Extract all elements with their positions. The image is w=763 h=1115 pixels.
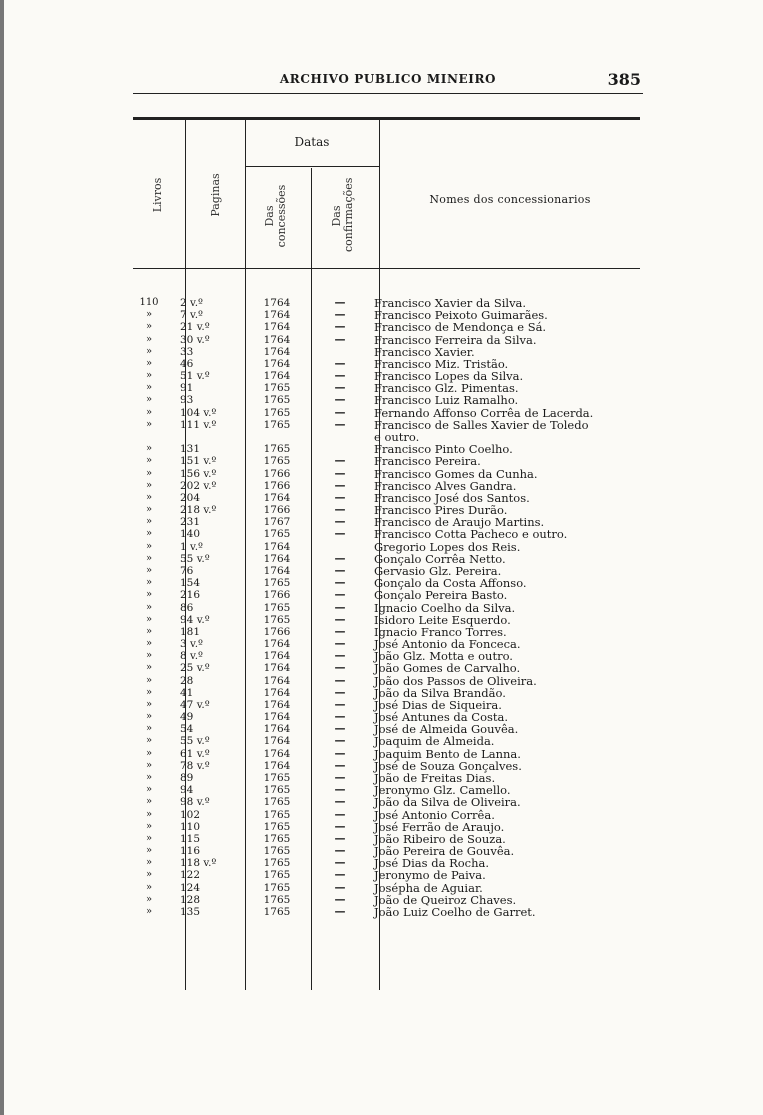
cell-nome: Gonçalo Pereira Basto. — [374, 588, 508, 603]
cell-livro: » — [145, 491, 153, 503]
cell-confirmacao: — — [334, 320, 346, 334]
header-nomes: Nomes dos concessionarios — [429, 193, 591, 206]
cell-livro: » — [145, 698, 153, 710]
cell-nome: João da Silva de Oliveira. — [374, 795, 521, 810]
cell-concessao: 1764 — [263, 711, 291, 724]
cell-livro: » — [145, 906, 153, 917]
cell-nome: José de Almeida Gouvêa. — [374, 722, 519, 737]
cell-livro: » — [145, 772, 153, 784]
cell-concessao: 1765 — [263, 869, 291, 882]
cell-concessao: 1765 — [263, 418, 291, 431]
cell-livro: » — [145, 747, 153, 759]
table-row — [0, 796, 763, 808]
cell-nome: José Dias da Rocha. — [374, 856, 490, 871]
cell-confirmacao: — — [334, 332, 346, 346]
cell-pagina: 231 — [180, 516, 201, 529]
table-row — [0, 675, 763, 687]
cell-confirmacao: — — [334, 880, 346, 894]
cell-nome: João Glz. Motta e outro. — [374, 649, 513, 664]
cell-livro: » — [145, 601, 153, 613]
cell-confirmacao: — — [334, 685, 346, 699]
cell-concessao: 1766 — [263, 479, 291, 492]
cell-nome: Francisco de Araujo Martins. — [374, 515, 545, 530]
cell-livro: » — [145, 625, 153, 637]
header-confirmacoes-line1: Das — [330, 205, 343, 227]
cell-livro: » — [145, 796, 153, 808]
cell-confirmacao: — — [334, 892, 346, 906]
cell-nome: João de Queiroz Chaves. — [374, 892, 517, 907]
cell-confirmacao: — — [334, 308, 346, 322]
cell-pagina: 89 — [180, 772, 194, 785]
cell-confirmacao: — — [334, 758, 346, 772]
cell-confirmacao: — — [334, 393, 346, 407]
cell-livro: » — [145, 333, 153, 345]
table-top-rule — [133, 117, 640, 120]
page-header-title: ARCHIVO PUBLICO MINEIRO — [279, 72, 497, 86]
cell-livro: » — [145, 869, 153, 881]
table-row — [0, 541, 763, 553]
cell-confirmacao: — — [334, 746, 346, 760]
cell-livro: » — [145, 577, 153, 589]
cell-concessao: 1764 — [263, 309, 291, 322]
cell-nome: José Ferrão de Araujo. — [374, 819, 505, 834]
cell-confirmacao: — — [334, 454, 346, 468]
cell-nome: Francisco Cotta Pacheco e outro. — [374, 527, 568, 542]
cell-livro: » — [145, 589, 153, 601]
cell-livro: » — [145, 638, 153, 650]
cell-livro: » — [145, 881, 153, 893]
cell-nome: Francisco Gomes da Cunha. — [374, 466, 538, 481]
cell-nome: José de Souza Gonçalves. — [374, 758, 522, 773]
table-row — [0, 455, 763, 467]
cell-concessao: 1765 — [263, 443, 291, 456]
cell-concessao: 1764 — [263, 723, 291, 736]
cell-concessao: 1765 — [263, 845, 291, 858]
cell-concessao: 1767 — [263, 516, 291, 529]
cell-nome: Francisco Alves Gandra. — [374, 478, 517, 493]
cell-confirmacao: — — [334, 296, 346, 309]
cell-livro: » — [145, 808, 153, 820]
header-concessoes — [264, 180, 292, 252]
cell-livro: » — [145, 711, 153, 723]
cell-pagina: 61 v.º — [180, 747, 210, 760]
cell-livro: » — [145, 650, 153, 662]
cell-livro: » — [145, 345, 153, 357]
cell-confirmacao: — — [334, 478, 346, 492]
cell-nome: Jeronymo Glz. Camello. — [374, 783, 511, 798]
header-paginas-label: Paginas — [209, 173, 222, 217]
cell-nome: Francisco de Salles Xavier de Toledo — [374, 417, 589, 432]
cell-nome: e outro. — [374, 429, 420, 444]
cell-concessao: 1765 — [263, 893, 291, 906]
cell-pagina: 1 v.º — [180, 540, 203, 553]
cell-pagina: 30 v.º — [180, 333, 210, 346]
cell-nome: José Antonio da Fonceca. — [374, 637, 521, 652]
cell-confirmacao: — — [334, 624, 346, 638]
table-row — [0, 735, 763, 747]
cell-confirmacao: — — [334, 771, 346, 785]
cell-pagina: 76 — [180, 564, 194, 577]
cell-confirmacao: — — [334, 417, 346, 431]
cell-nome: Francisco Pereira. — [374, 454, 481, 469]
cell-concessao: 1764 — [263, 321, 291, 334]
cell-confirmacao: — — [334, 844, 346, 858]
table-row — [0, 394, 763, 406]
cell-livro: » — [145, 357, 153, 369]
cell-concessao: 1765 — [263, 613, 291, 626]
cell-concessao: 1764 — [263, 491, 291, 504]
header-concessoes-line1: Das — [263, 205, 276, 227]
cell-pagina: 78 v.º — [180, 759, 210, 772]
cell-concessao: 1765 — [263, 528, 291, 541]
table-row — [0, 662, 763, 674]
cell-pagina: 218 v.º — [180, 504, 217, 517]
cell-livro: » — [145, 516, 153, 528]
cell-concessao: 1764 — [263, 357, 291, 370]
cell-concessao: 1765 — [263, 808, 291, 821]
cell-nome: João Gomes de Carvalho. — [374, 661, 521, 676]
table-row — [0, 407, 763, 419]
table-row — [0, 468, 763, 480]
cell-livro: » — [145, 321, 153, 333]
cell-concessao: 1765 — [263, 784, 291, 797]
cell-confirmacao: — — [334, 490, 346, 504]
cell-pagina: 122 — [180, 869, 201, 882]
cell-confirmacao: — — [334, 369, 346, 383]
cell-livro: » — [145, 382, 153, 394]
cell-concessao: 1765 — [263, 881, 291, 894]
cell-concessao: 1765 — [263, 406, 291, 419]
cell-concessao: 1765 — [263, 832, 291, 845]
cell-concessao: 1764 — [263, 650, 291, 663]
cell-livro: » — [145, 309, 153, 321]
cell-pagina: 104 v.º — [180, 406, 217, 419]
cell-concessao: 1765 — [263, 796, 291, 809]
cell-concessao: 1765 — [263, 820, 291, 833]
cell-nome: Joaquim de Almeida. — [374, 734, 495, 749]
cell-confirmacao: — — [334, 905, 346, 918]
cell-nome: Francisco José dos Santos. — [374, 490, 530, 505]
cell-livro: » — [145, 759, 153, 771]
cell-confirmacao: — — [334, 527, 346, 541]
cell-concessao: 1766 — [263, 625, 291, 638]
cell-concessao: 1764 — [263, 564, 291, 577]
cell-nome: João Ribeiro de Souza. — [374, 831, 506, 846]
cell-confirmacao: — — [334, 783, 346, 797]
header-datas: Datas — [294, 135, 330, 149]
cell-pagina: 51 v.º — [180, 370, 210, 383]
cell-concessao: 1764 — [263, 345, 291, 358]
cell-nome: Francisco Miz. Tristão. — [374, 356, 509, 371]
cell-nome: Francisco Luiz Ramalho. — [374, 393, 519, 408]
cell-confirmacao: — — [334, 551, 346, 565]
cell-livro: » — [145, 418, 153, 430]
cell-livro: » — [145, 845, 153, 857]
cell-livro: 110 — [139, 297, 159, 308]
cell-concessao: 1766 — [263, 467, 291, 480]
cell-nome: Ignacio Franco Torres. — [374, 624, 507, 639]
cell-pagina: 115 — [180, 832, 201, 845]
cell-pagina: 46 — [180, 357, 194, 370]
cell-pagina: 151 v.º — [180, 455, 217, 468]
cell-confirmacao: — — [334, 734, 346, 748]
cell-confirmacao: — — [334, 868, 346, 882]
cell-livro: » — [145, 857, 153, 869]
cell-concessao: 1764 — [263, 297, 291, 309]
header-livros-label: Livros — [151, 177, 164, 213]
cell-nome: João da Silva Brandão. — [374, 685, 506, 700]
cell-pagina: 128 — [180, 893, 201, 906]
cell-pagina: 91 — [180, 382, 194, 395]
cell-concessao: 1765 — [263, 772, 291, 785]
cell-pagina: 86 — [180, 601, 194, 614]
cell-livro: » — [145, 893, 153, 905]
cell-livro: » — [145, 504, 153, 516]
cell-confirmacao: — — [334, 588, 346, 602]
cell-pagina: 98 v.º — [180, 796, 210, 809]
cell-concessao: 1764 — [263, 735, 291, 748]
header-rule — [133, 93, 643, 94]
cell-pagina: 21 v.º — [180, 321, 210, 334]
cell-pagina: 8 v.º — [180, 650, 203, 663]
cell-livro: » — [145, 735, 153, 747]
cell-nome: Francisco Pinto Coelho. — [374, 442, 513, 457]
cell-nome: Gonçalo da Costa Affonso. — [374, 576, 527, 591]
cell-pagina: 94 v.º — [180, 613, 210, 626]
header-confirmacoes — [330, 177, 359, 252]
cell-pagina: 111 v.º — [180, 418, 217, 431]
cell-concessao: 1764 — [263, 540, 291, 553]
header-livros — [152, 166, 166, 224]
cell-concessao: 1765 — [263, 601, 291, 614]
cell-confirmacao: — — [334, 612, 346, 626]
table-head-bottom-rule — [133, 268, 640, 269]
cell-confirmacao: — — [334, 856, 346, 870]
table-row — [0, 528, 763, 540]
cell-confirmacao: — — [334, 819, 346, 833]
cell-nome: Gregorio Lopes dos Reis. — [374, 539, 521, 554]
cell-nome: Ignacio Coelho da Silva. — [374, 600, 516, 615]
cell-confirmacao: — — [334, 503, 346, 517]
cell-livro: » — [145, 832, 153, 844]
cell-pagina: 135 — [180, 906, 201, 918]
cell-concessao: 1764 — [263, 698, 291, 711]
cell-livro: » — [145, 784, 153, 796]
cell-pagina: 49 — [180, 711, 194, 724]
cell-confirmacao: — — [334, 697, 346, 711]
cell-confirmacao: — — [334, 356, 346, 370]
cell-concessao: 1764 — [263, 747, 291, 760]
cell-livro: » — [145, 613, 153, 625]
cell-livro: » — [145, 455, 153, 467]
cell-livro: » — [145, 467, 153, 479]
cell-nome: José Antunes da Costa. — [374, 710, 509, 725]
cell-confirmacao: — — [334, 563, 346, 577]
cell-pagina: 7 v.º — [180, 309, 203, 322]
cell-confirmacao: — — [334, 405, 346, 419]
table-row — [0, 334, 763, 346]
cell-concessao: 1765 — [263, 382, 291, 395]
table-row — [0, 809, 763, 821]
table-row — [0, 589, 763, 601]
cell-nome: Francisco Glz. Pimentas. — [374, 381, 519, 396]
cell-concessao: 1764 — [263, 552, 291, 565]
cell-livro: » — [145, 443, 153, 455]
cell-livro: » — [145, 540, 153, 552]
cell-confirmacao: — — [334, 381, 346, 395]
cell-nome: Francisco Pires Durão. — [374, 503, 508, 518]
page-number: 385 — [607, 70, 641, 89]
cell-pagina: 216 — [180, 589, 201, 602]
cell-concessao: 1764 — [263, 759, 291, 772]
cell-nome: Francisco Lopes da Silva. — [374, 369, 524, 384]
cell-confirmacao: — — [334, 649, 346, 663]
table-row — [0, 602, 763, 614]
cell-livro: » — [145, 662, 153, 674]
running-head — [133, 70, 643, 92]
cell-nome: Francisco de Mendonça e Sá. — [374, 320, 547, 335]
cell-nome: João dos Passos de Oliveira. — [374, 673, 537, 688]
cell-concessao: 1764 — [263, 370, 291, 383]
cell-nome: José Dias de Siqueira. — [374, 697, 502, 712]
cell-nome: João Luiz Coelho de Garret. — [374, 905, 536, 919]
cell-nome: Gervasio Glz. Pereira. — [374, 563, 502, 578]
cell-livro: » — [145, 723, 153, 735]
cell-concessao: 1764 — [263, 686, 291, 699]
cell-confirmacao: — — [334, 466, 346, 480]
cell-livro: » — [145, 552, 153, 564]
cell-pagina: 55 v.º — [180, 735, 210, 748]
cell-nome: Fernando Affonso Corrêa de Lacerda. — [374, 405, 594, 420]
cell-pagina: 33 — [180, 345, 194, 358]
cell-livro: » — [145, 528, 153, 540]
cell-concessao: 1766 — [263, 504, 291, 517]
cell-livro: » — [145, 479, 153, 491]
cell-livro: » — [145, 394, 153, 406]
cell-nome: Joaquim Bento de Lanna. — [374, 746, 521, 761]
cell-livro: » — [145, 674, 153, 686]
table-row — [0, 906, 763, 918]
cell-nome: Francisco Peixoto Guimarães. — [374, 308, 548, 323]
cell-pagina: 54 — [180, 723, 194, 736]
cell-concessao: 1764 — [263, 674, 291, 687]
cell-confirmacao: — — [334, 637, 346, 651]
cell-concessao: 1766 — [263, 589, 291, 602]
cell-pagina: 181 — [180, 625, 201, 638]
cell-confirmacao: — — [334, 576, 346, 590]
cell-confirmacao: — — [334, 710, 346, 724]
cell-concessao: 1764 — [263, 333, 291, 346]
header-confirmacoes-line2: confirmações — [342, 177, 355, 252]
cell-concessao: 1764 — [263, 638, 291, 651]
cell-pagina: 41 — [180, 686, 194, 699]
header-concessoes-line2: concessões — [275, 184, 288, 248]
cell-pagina: 94 — [180, 784, 194, 797]
cell-confirmacao: — — [334, 673, 346, 687]
cell-nome: Jeronymo de Paiva. — [374, 868, 486, 883]
cell-confirmacao: — — [334, 722, 346, 736]
cell-pagina: 25 v.º — [180, 662, 210, 675]
cell-pagina: 140 — [180, 528, 201, 541]
datas-underline — [245, 166, 379, 167]
cell-confirmacao: — — [334, 795, 346, 809]
cell-nome: Francisco Xavier da Silva. — [374, 296, 527, 310]
cell-pagina: 55 v.º — [180, 552, 210, 565]
cell-nome: José Antonio Corrêa. — [374, 807, 495, 822]
cell-pagina: 110 — [180, 820, 201, 833]
cell-pagina: 47 v.º — [180, 698, 210, 711]
table-row — [0, 882, 763, 894]
cell-confirmacao: — — [334, 807, 346, 821]
cell-livro: » — [145, 686, 153, 698]
table-row — [0, 869, 763, 881]
cell-nome: João Pereira de Gouvêa. — [374, 844, 515, 859]
cell-confirmacao: — — [334, 515, 346, 529]
cell-concessao: 1764 — [263, 662, 291, 675]
cell-pagina: 93 — [180, 394, 194, 407]
cell-livro: » — [145, 370, 153, 382]
cell-confirmacao: — — [334, 831, 346, 845]
header-paginas — [210, 163, 224, 227]
cell-concessao: 1765 — [263, 394, 291, 407]
cell-livro: » — [145, 564, 153, 576]
cell-pagina: 204 — [180, 491, 201, 504]
cell-nome: Josépha de Aguiar. — [374, 880, 483, 895]
table-row — [0, 321, 763, 333]
cell-nome: Isidoro Leite Esquerdo. — [374, 612, 511, 627]
cell-pagina: 154 — [180, 577, 201, 590]
cell-nome: Francisco Xavier. — [374, 344, 475, 359]
cell-livro: » — [145, 406, 153, 418]
cell-pagina: 102 — [180, 808, 201, 821]
cell-nome: Gonçalo Corrêa Netto. — [374, 551, 506, 566]
cell-pagina: 2 v.º — [180, 297, 203, 309]
cell-livro: » — [145, 820, 153, 832]
cell-pagina: 202 v.º — [180, 479, 217, 492]
cell-concessao: 1765 — [263, 455, 291, 468]
cell-concessao: 1765 — [263, 857, 291, 870]
cell-pagina: 116 — [180, 845, 201, 858]
cell-nome: João de Freitas Dias. — [374, 771, 496, 786]
cell-pagina: 3 v.º — [180, 638, 203, 651]
cell-pagina: 118 v.º — [180, 857, 217, 870]
cell-concessao: 1765 — [263, 906, 291, 918]
cell-nome: Francisco Ferreira da Silva. — [374, 332, 537, 347]
cell-pagina: 28 — [180, 674, 194, 687]
cell-concessao: 1765 — [263, 577, 291, 590]
cell-pagina: 124 — [180, 881, 201, 894]
cell-pagina: 156 v.º — [180, 467, 217, 480]
cell-confirmacao: — — [334, 661, 346, 675]
cell-pagina: 131 — [180, 443, 201, 456]
cell-confirmacao: — — [334, 600, 346, 614]
